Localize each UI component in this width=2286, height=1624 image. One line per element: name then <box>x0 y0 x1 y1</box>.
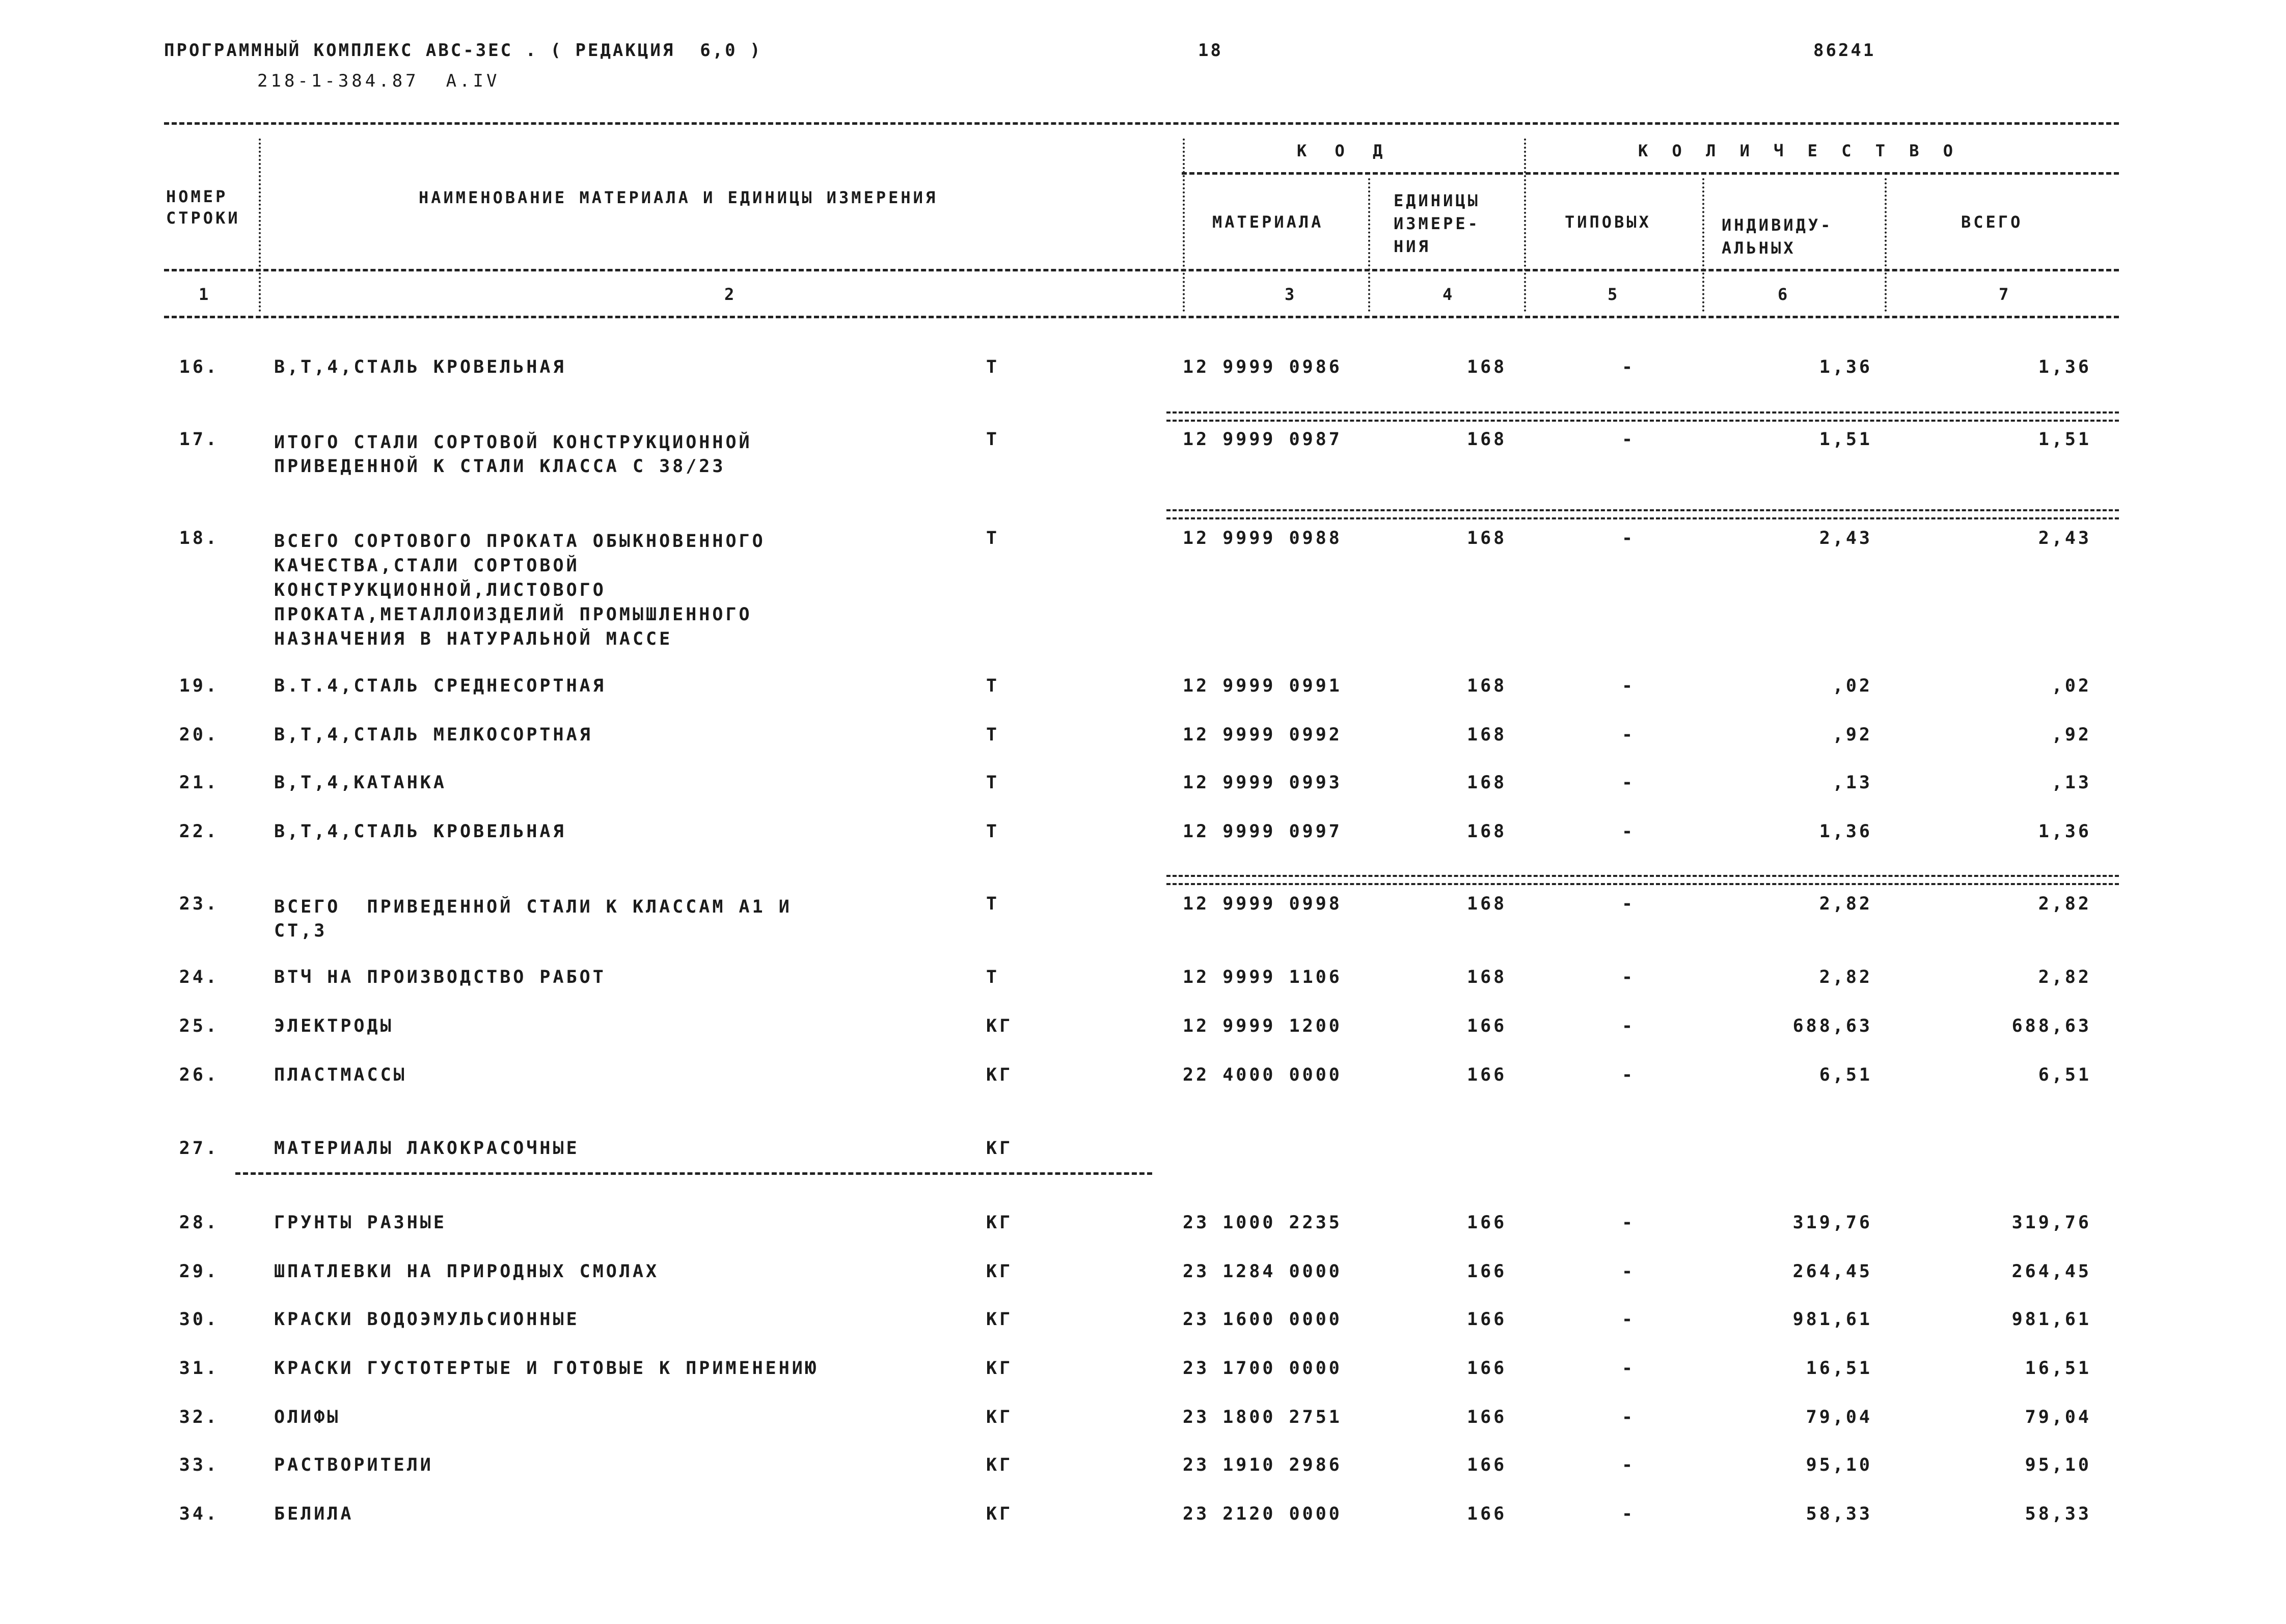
typical-quantity: - <box>1622 894 1636 914</box>
column-number: 6 <box>1778 285 1790 304</box>
unit-of-measure: КГ <box>986 1261 1013 1282</box>
unit-code: 166 <box>1467 1455 1507 1475</box>
material-code: 23 1700 0000 <box>1183 1358 1342 1379</box>
column-separator <box>1368 178 1370 312</box>
row-number: 24. <box>179 967 219 987</box>
material-code: 12 9999 0992 <box>1183 725 1342 745</box>
row-number: 30. <box>179 1309 219 1330</box>
column-number: 5 <box>1608 285 1620 304</box>
column-header-total: ВСЕГО <box>1961 212 2023 232</box>
typical-quantity: - <box>1622 1065 1636 1085</box>
column-separator <box>1524 139 1526 312</box>
material-name: МАТЕРИАЛЫ ЛАКОКРАСОЧНЫЕ <box>274 1138 580 1159</box>
typical-quantity: - <box>1622 1455 1636 1475</box>
total-quantity: 6,51 <box>2038 1065 2091 1085</box>
total-quantity: 688,63 <box>2011 1016 2091 1036</box>
individual-quantity: 2,82 <box>1819 967 1872 987</box>
total-quantity: ,13 <box>2051 773 2091 793</box>
material-code: 23 2120 0000 <box>1183 1504 1342 1524</box>
typical-quantity: - <box>1622 1261 1636 1282</box>
column-header-typical: ТИПОВЫХ <box>1565 212 1651 232</box>
material-name: ГРУНТЫ РАЗНЫЕ <box>274 1213 447 1233</box>
material-code: 23 1800 2751 <box>1183 1407 1342 1427</box>
typical-quantity: - <box>1622 1309 1636 1330</box>
material-code: 22 4000 0000 <box>1183 1065 1342 1085</box>
individual-quantity: 1,51 <box>1819 429 1872 450</box>
typical-quantity: - <box>1622 967 1636 987</box>
unit-code: 168 <box>1467 967 1507 987</box>
unit-of-measure: Т <box>986 676 1000 696</box>
column-header-quantity-group: К О Л И Ч Е С Т В О <box>1638 141 1961 160</box>
material-name: В,Т,4,СТАЛЬ КРОВЕЛЬНАЯ <box>274 357 566 377</box>
total-quantity: 264,45 <box>2011 1261 2091 1282</box>
material-code: 12 9999 0987 <box>1183 429 1342 450</box>
typical-quantity: - <box>1622 1016 1636 1036</box>
unit-of-measure: КГ <box>986 1016 1013 1036</box>
group-underline <box>235 1172 1152 1175</box>
row-number: 19. <box>179 676 219 696</box>
individual-quantity: 79,04 <box>1806 1407 1872 1427</box>
typical-quantity: - <box>1622 821 1636 842</box>
unit-of-measure: КГ <box>986 1138 1013 1159</box>
row-number: 26. <box>179 1065 219 1085</box>
total-quantity: 1,36 <box>2038 821 2091 842</box>
unit-of-measure: КГ <box>986 1358 1013 1379</box>
material-name: ИТОГО СТАЛИ СОРТОВОЙ КОНСТРУКЦИОННОЙ ПРИВЕДЕННОЙ К СТАЛИ КЛАССА С 38/23 <box>274 432 752 477</box>
subtotal-separator <box>1166 411 2119 422</box>
total-quantity: 981,61 <box>2011 1309 2091 1330</box>
header-bottom-rule <box>164 269 2119 271</box>
material-name: ВСЕГО СОРТОВОГО ПРОКАТА ОБЫКНОВЕННОГО КАЧЕСТВА,СТАЛИ СОРТОВОЙ КОНСТРУКЦИОННОЙ,ЛИСТОВОГО ПРОКАТА,МЕТАЛЛОИЗДЕЛИЙ ПРОМЫШЛЕННОГО НАЗНАЧЕНИЯ В НАТУРАЛЬНОЙ МАССЕ <box>274 531 766 649</box>
individual-quantity: 1,36 <box>1819 357 1872 377</box>
unit-code: 168 <box>1467 528 1507 548</box>
total-quantity: 95,10 <box>2025 1455 2091 1475</box>
row-number: 23. <box>179 894 219 914</box>
unit-of-measure: КГ <box>986 1213 1013 1233</box>
row-number: 20. <box>179 725 219 745</box>
row-number: 25. <box>179 1016 219 1036</box>
typical-quantity: - <box>1622 357 1636 377</box>
material-name: РАСТВОРИТЕЛИ <box>274 1455 433 1475</box>
row-number: 16. <box>179 357 219 377</box>
material-name: В,Т,4,СТАЛЬ КРОВЕЛЬНАЯ <box>274 821 566 842</box>
column-separator <box>259 139 261 312</box>
program-title: ПРОГРАММНЫЙ КОМПЛЕКС АВС-ЗЕС . ( РЕДАКЦИЯ 6,0 ) <box>164 40 763 61</box>
material-code: 12 9999 0991 <box>1183 676 1342 696</box>
total-quantity: 319,76 <box>2011 1213 2091 1233</box>
header-mid-rule <box>1182 172 2119 175</box>
material-code: 12 9999 0997 <box>1183 821 1342 842</box>
total-quantity: 2,82 <box>2038 894 2091 914</box>
material-name: КРАСКИ ВОДОЭМУЛЬСИОННЫЕ <box>274 1309 580 1330</box>
material-code: 23 1284 0000 <box>1183 1261 1342 1282</box>
unit-of-measure: КГ <box>986 1504 1013 1524</box>
column-header-material-code: МАТЕРИАЛА <box>1212 212 1324 232</box>
individual-quantity: ,13 <box>1832 773 1872 793</box>
total-quantity: 2,82 <box>2038 967 2091 987</box>
material-name: ОЛИФЫ <box>274 1407 341 1427</box>
material-name: В,Т,4,КАТАНКА <box>274 773 447 793</box>
row-number: 22. <box>179 821 219 842</box>
unit-code: 168 <box>1467 725 1507 745</box>
material-code: 12 9999 0993 <box>1183 773 1342 793</box>
unit-code: 168 <box>1467 429 1507 450</box>
material-code: 12 9999 0998 <box>1183 894 1342 914</box>
typical-quantity: - <box>1622 429 1636 450</box>
unit-code: 166 <box>1467 1358 1507 1379</box>
material-name: БЕЛИЛА <box>274 1504 354 1524</box>
material-code: 23 1000 2235 <box>1183 1213 1342 1233</box>
column-separator <box>1702 178 1704 312</box>
individual-quantity: 264,45 <box>1792 1261 1872 1282</box>
column-header-individual: ИНДИВИДУ- АЛЬНЫХ <box>1722 215 1833 258</box>
row-number: 18. <box>179 528 219 548</box>
material-code: 23 1600 0000 <box>1183 1309 1342 1330</box>
total-quantity: ,92 <box>2051 725 2091 745</box>
column-number: 4 <box>1443 285 1455 304</box>
column-number: 3 <box>1285 285 1297 304</box>
material-name: КРАСКИ ГУСТОТЕРТЫЕ И ГОТОВЫЕ К ПРИМЕНЕНИЮ <box>274 1358 819 1379</box>
unit-of-measure: Т <box>986 725 1000 745</box>
total-quantity: 16,51 <box>2025 1358 2091 1379</box>
individual-quantity: 319,76 <box>1792 1213 1872 1233</box>
unit-code: 168 <box>1467 357 1507 377</box>
unit-of-measure: Т <box>986 967 1000 987</box>
material-name: ЭЛЕКТРОДЫ <box>274 1016 394 1036</box>
unit-of-measure: КГ <box>986 1309 1013 1330</box>
typical-quantity: - <box>1622 1407 1636 1427</box>
row-number: 34. <box>179 1504 219 1524</box>
row-number: 31. <box>179 1358 219 1379</box>
column-number: 2 <box>724 285 737 304</box>
unit-of-measure: Т <box>986 528 1000 548</box>
individual-quantity: 981,61 <box>1792 1309 1872 1330</box>
unit-code: 166 <box>1467 1407 1507 1427</box>
unit-of-measure: Т <box>986 894 1000 914</box>
column-header-code-group: К О Д <box>1297 141 1392 160</box>
subtotal-separator <box>1166 875 2119 885</box>
row-number: 29. <box>179 1261 219 1282</box>
document-code: 86241 <box>1813 40 1876 61</box>
typical-quantity: - <box>1622 1358 1636 1379</box>
total-quantity: 2,43 <box>2038 528 2091 548</box>
column-header-name: НАИМЕНОВАНИЕ МАТЕРИАЛА И ЕДИНИЦЫ ИЗМЕРЕНИЯ <box>419 188 938 207</box>
unit-code: 168 <box>1467 894 1507 914</box>
individual-quantity: 1,36 <box>1819 821 1872 842</box>
total-quantity: ,02 <box>2051 676 2091 696</box>
row-number: 17. <box>179 429 219 450</box>
column-header-unit-code: ЕДИНИЦЫ ИЗМЕРЕ- НИЯ <box>1394 191 1480 256</box>
typical-quantity: - <box>1622 725 1636 745</box>
individual-quantity: ,02 <box>1832 676 1872 696</box>
individual-quantity: ,92 <box>1832 725 1872 745</box>
unit-of-measure: Т <box>986 429 1000 450</box>
material-code: 12 9999 1200 <box>1183 1016 1342 1036</box>
material-name: ВСЕГО ПРИВЕДЕННОЙ СТАЛИ К КЛАССАМ А1 И СТ,3 <box>274 897 792 942</box>
column-number: 1 <box>199 285 211 304</box>
individual-quantity: 688,63 <box>1792 1016 1872 1036</box>
unit-code: 166 <box>1467 1016 1507 1036</box>
unit-code: 168 <box>1467 821 1507 842</box>
row-number: 21. <box>179 773 219 793</box>
material-name: ВТЧ НА ПРОИЗВОДСТВО РАБОТ <box>274 967 606 987</box>
individual-quantity: 95,10 <box>1806 1455 1872 1475</box>
material-code: 12 9999 1106 <box>1183 967 1342 987</box>
header-top-rule <box>164 122 2119 125</box>
column-header-row-number: НОМЕР СТРОКИ <box>166 187 240 228</box>
row-number: 33. <box>179 1455 219 1475</box>
row-number: 28. <box>179 1213 219 1233</box>
unit-code: 166 <box>1467 1504 1507 1524</box>
unit-code: 168 <box>1467 773 1507 793</box>
typical-quantity: - <box>1622 1213 1636 1233</box>
typical-quantity: - <box>1622 676 1636 696</box>
column-numbers-rule <box>164 316 2119 318</box>
page-number: 18 <box>1198 40 1223 61</box>
individual-quantity: 16,51 <box>1806 1358 1872 1379</box>
unit-of-measure: КГ <box>986 1455 1013 1475</box>
individual-quantity: 2,82 <box>1819 894 1872 914</box>
column-number: 7 <box>1999 285 2011 304</box>
column-separator <box>1885 178 1887 312</box>
row-number: 32. <box>179 1407 219 1427</box>
row-number: 27. <box>179 1138 219 1159</box>
individual-quantity: 58,33 <box>1806 1504 1872 1524</box>
material-code: 12 9999 0986 <box>1183 357 1342 377</box>
material-name: В.Т.4,СТАЛЬ СРЕДНЕСОРТНАЯ <box>274 676 606 696</box>
material-name: В,Т,4,СТАЛЬ МЕЛКОСОРТНАЯ <box>274 725 593 745</box>
unit-code: 166 <box>1467 1309 1507 1330</box>
material-name: ШПАТЛЕВКИ НА ПРИРОДНЫХ СМОЛАХ <box>274 1261 660 1282</box>
unit-of-measure: КГ <box>986 1065 1013 1085</box>
material-code: 23 1910 2986 <box>1183 1455 1342 1475</box>
total-quantity: 79,04 <box>2025 1407 2091 1427</box>
individual-quantity: 6,51 <box>1819 1065 1872 1085</box>
typical-quantity: - <box>1622 1504 1636 1524</box>
unit-of-measure: КГ <box>986 1407 1013 1427</box>
subtotal-separator <box>1166 509 2119 519</box>
total-quantity: 58,33 <box>2025 1504 2091 1524</box>
unit-code: 166 <box>1467 1261 1507 1282</box>
unit-of-measure: Т <box>986 773 1000 793</box>
column-separator <box>1183 139 1185 312</box>
unit-of-measure: Т <box>986 357 1000 377</box>
material-name: ПЛАСТМАССЫ <box>274 1065 407 1085</box>
unit-code: 168 <box>1467 676 1507 696</box>
total-quantity: 1,51 <box>2038 429 2091 450</box>
unit-code: 166 <box>1467 1213 1507 1233</box>
individual-quantity: 2,43 <box>1819 528 1872 548</box>
material-code: 12 9999 0988 <box>1183 528 1342 548</box>
total-quantity: 1,36 <box>2038 357 2091 377</box>
typical-quantity: - <box>1622 528 1636 548</box>
document-reference: 218-1-384.87 А.IV <box>257 71 500 91</box>
typical-quantity: - <box>1622 773 1636 793</box>
unit-of-measure: Т <box>986 821 1000 842</box>
unit-code: 166 <box>1467 1065 1507 1085</box>
